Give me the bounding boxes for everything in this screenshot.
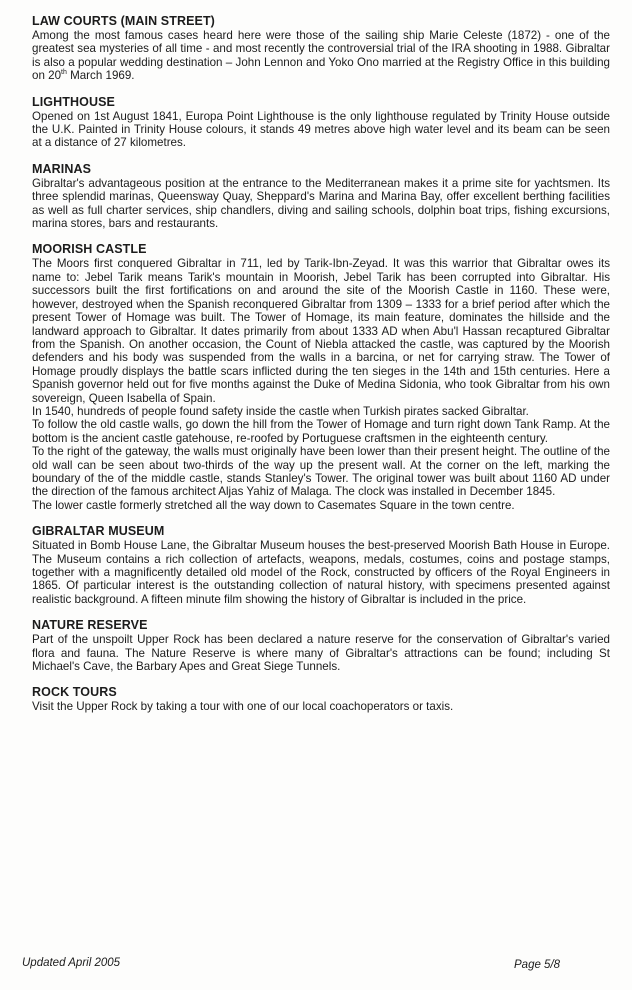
section-paragraph: Opened on 1st August 1841, Europa Point Lighthouse is the only lighthouse regulated by Trinity House outside the U.K. Painted in Trinity House colours, it stands 49 metres above high water level and its beam can be seen at a distance of 27 kilometres. (32, 109, 610, 150)
section-paragraph: To the right of the gateway, the walls must originally have been lower than their present height. The outline of the old wall can be seen about two-thirds of the way up the present wall. At the corner on the left, marking the boundary of the of the middle castle, stands Stanley's Tower. The original tower was built about 1160 AD under the direction of the famous architect Aljas Yahiz of Malaga. The clock was installed in December 1845. (32, 445, 610, 499)
section-heading: LAW COURTS (MAIN STREET) (32, 14, 215, 28)
section-paragraph: Visit the Upper Rock by taking a tour with one of our local coachoperators or taxis. (32, 700, 454, 714)
section-paragraph: The Moors first conquered Gibraltar in 711, led by Tarik-Ibn-Zeyad. It was this warrior that Gibraltar owes its name to: Jebel Tarik means Tarik's mountain in Moorish, Jebel Tarik has been corrupted into Gibraltar. His successors built the first fortifications on and around the site of the Moorish Castle in 1160. These were, however, destroyed when the Spanish reconquered Gibraltar from 1309 – 1333 for a brief period after which the present Tower of Homage was built. The Tower of Homage, its main feature, dominates the hillside and the landward approach to Gibraltar. It dates primarily from about 1333 AD when Abu'l Hassan recaptured Gibraltar from the Spanish. On another occasion, the Count of Niebla attacked the castle, was captured by the Moorish defenders and his body was suspended from the walls in a barcina, or net for carrying straw. The Tower of Homage proudly displays the battle scars inflicted during the ten sieges in the 14th and 15th centuries. Here a Spanish governor held out for five months against the Duke of Medina Sidonia, who took Gibraltar from his own sovereign, Queen Isabella of Spain. (32, 257, 610, 405)
section-paragraph: Situated in Bomb House Lane, the Gibraltar Museum houses the best-preserved Moorish Bath House in Europe. The Museum contains a rich collection of artefacts, weapons, medals, costumes, coins and postage stamps, together with a magnificently detailed old model of the Rock, constructed by officers of the Royal Engineers in 1865. Of particular interest is the outstanding collection of natural history, with specimens presented against realistic background. A fifteen minute film showing the history of Gibraltar is included in the price. (32, 539, 610, 606)
section-paragraph: Among the most famous cases heard here were those of the sailing ship Marie Celeste (1872) - one of the greatest sea mysteries of all time - and most recently the controversial trial of the IRA shooting in 1988. Gibraltar is also a popular wedding destination – John Lennon and Yoko Ono married at the Registry Office in this building on 20th March 1969. (32, 29, 610, 83)
section-heading: MOORISH CASTLE (32, 242, 147, 257)
section-lighthouse (32, 95, 610, 150)
section-paragraph: Gibraltar's advantageous position at the entrance to the Mediterranean makes it a prime site for yachtsmen. Its three splendid marinas, Queensway Quay, Sheppard's Marina and Marina Bay, offer excellent berthing facilities as well as full charter services, ship chandlers, diving and sailing schools, dolphin boat trips, fishing excursions, marina stores, bars and restaurants. (32, 176, 610, 231)
section-paragraph: In 1540, hundreds of people found safety inside the castle when Turkish pirates sacked Gibraltar. (32, 404, 529, 418)
section-nature-reserve (32, 618, 610, 673)
section-heading: ROCK TOURS (32, 685, 117, 700)
section-heading: LIGHTHOUSE (32, 94, 115, 109)
footer-page-number: Page 5/8 (514, 959, 561, 971)
section-rock-tours (32, 685, 610, 713)
section-heading: NATURE RESERVE (32, 618, 148, 633)
section-gibraltar-museum (32, 524, 610, 606)
section-moorish-castle (32, 242, 610, 512)
section-paragraph: The lower castle formerly stretched all the way down to Casemates Square in the town centre. (32, 498, 515, 512)
section-heading: MARINAS (32, 161, 92, 176)
section-heading: GIBRALTAR MUSEUM (32, 524, 165, 539)
section-law-courts (32, 14, 610, 83)
section-paragraph: To follow the old castle walls, go down the hill from the Tower of Homage and turn right down Tank Ramp. At the bottom is the ancient castle gatehouse, re-roofed by Portuguese craftsmen in the eighteenth century. (32, 418, 610, 445)
footer-updated-date: Updated April 2005 (22, 957, 121, 969)
section-marinas (32, 162, 610, 231)
section-paragraph: Part of the unspoilt Upper Rock has been declared a nature reserve for the conservation of Gibraltar's varied flora and fauna. The Nature Reserve is where many of Gibraltar's attractions can be found; including St Michael's Cave, the Barbary Apes and Great Siege Tunnels. (32, 633, 610, 674)
